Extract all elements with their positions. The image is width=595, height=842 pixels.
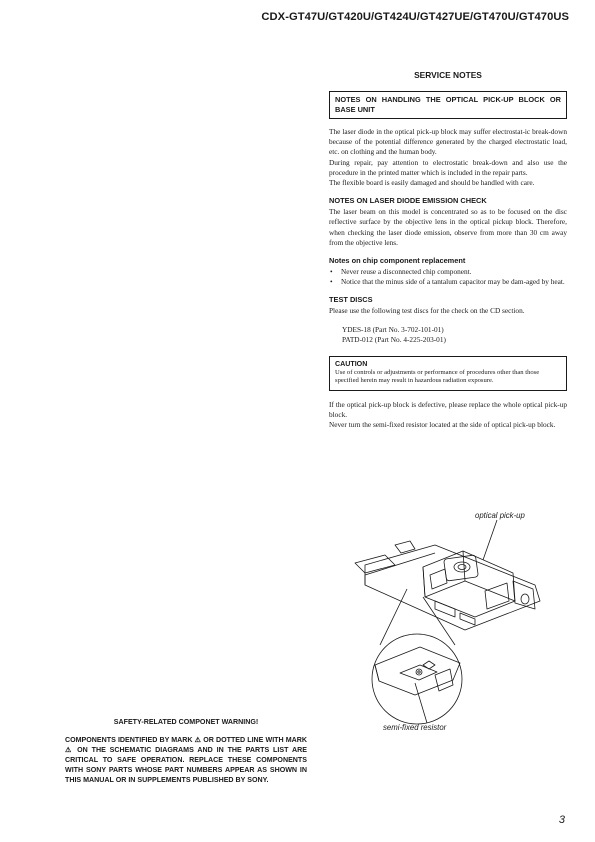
laser-check-heading: NOTES ON LASER DIODE EMISSION CHECK [329, 196, 487, 206]
defect-paragraph: Never turn the semi-fixed resistor located at the side of optical pick-up block. [329, 420, 556, 430]
test-discs-heading: TEST DISCS [329, 295, 373, 305]
list-item: • Never reuse a disconnected chip component. [329, 267, 567, 277]
chip-replacement-heading: Notes on chip component replacement [329, 256, 466, 266]
semi-fixed-resistor-label: semi-fixed resistor [383, 723, 447, 732]
list-item: • Notice that the minus side of a tantalum capacitor may be dam-aged by heat. [329, 277, 567, 287]
caution-box [329, 356, 567, 391]
laser-check-text: The laser beam on this model is concentrated so as to be focused on the disc reflective surface by the objective lens in the optical pickup block. Therefore, when checking the laser diode emission, observe from more than 30 cm away from the objective lens. [329, 207, 567, 247]
service-notes-column [329, 70, 567, 431]
safety-title: SAFETY-RELATED COMPONET WARNING! [113, 718, 259, 726]
test-discs-list [342, 325, 567, 346]
optical-pickup-label: optical pick-up [475, 511, 525, 520]
model-title: CDX-GT47U/GT420U/GT424U/GT427UE/GT470U/GT470US [261, 11, 569, 23]
caution-title: CAUTION [335, 359, 368, 368]
defect-paragraph: If the optical pick-up block is defective, please replace the whole optical pick-up block. [329, 400, 567, 420]
list-item: YDES-18 (Part No. 3-702-101-01) [342, 324, 444, 334]
intro-paragraph: The laser diode in the optical pick-up block may suffer electrostat-ic break-down because of the potential difference generated by the charged electrostatic load, etc. on clothing and the human body. [329, 127, 567, 157]
page-number: 3 [558, 814, 565, 826]
chip-replacement-list [329, 267, 567, 287]
pickup-illustration [335, 505, 567, 745]
pickup-diagram [335, 505, 567, 745]
safety-warning [65, 718, 307, 785]
handling-pickup-heading: NOTES ON HANDLING THE OPTICAL PICK-UP BLOCK OR BASE UNIT [329, 91, 567, 119]
safety-text: COMPONENTS IDENTIFIED BY MARK ⚠ OR DOTTED LINE WITH MARK ⚠ ON THE SCHEMATIC DIAGRAMS AND IN THE PARTS LIST ARE CRITICAL TO SAFE OPERATION. REPLACE THESE COMPONENTS WITH SONY PARTS WHOSE PART NUMBERS APPEAR AS SHOWN IN THIS MANUAL OR IN SUPPLEMENTS PUBLISHED BY SONY. [65, 736, 307, 784]
list-item: PATD-012 (Part No. 4-225-203-01) [342, 335, 446, 345]
caution-text: Use of controls or adjustments or performance of procedures other than those specified herein may result in hazardous radiation exposure. [335, 368, 540, 385]
service-notes-title: SERVICE NOTES [414, 70, 482, 80]
intro-paragraph: During repair, pay attention to electrostatic break-down and also use the procedure in the printed matter which is included in the repair parts. [329, 157, 567, 177]
test-discs-text: Please use the following test discs for the check on the CD section. [329, 306, 525, 316]
intro-paragraph: The flexible board is easily damaged and should be handled with care. [329, 178, 535, 188]
